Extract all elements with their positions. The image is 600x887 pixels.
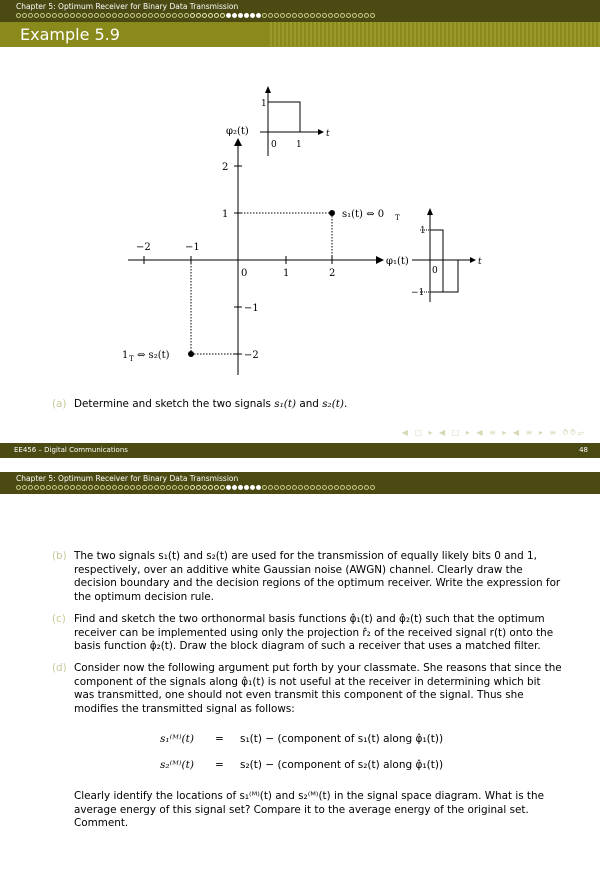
progress-dot[interactable] [268, 485, 273, 490]
s2-point [188, 351, 194, 357]
header-bar-2 [0, 472, 600, 494]
progress-dot[interactable] [184, 13, 189, 18]
title-bar [0, 22, 600, 47]
question-a-and: and [296, 398, 323, 410]
progress-dot[interactable] [298, 13, 303, 18]
progress-dot[interactable] [100, 13, 105, 18]
progress-dot[interactable] [214, 13, 219, 18]
s2-label-sub: T [129, 355, 134, 363]
tick-y-1: 1 [222, 209, 229, 220]
tick-y-minus1: −1 [244, 303, 259, 314]
svg-text:−1: −1 [411, 288, 425, 298]
progress-dot[interactable] [346, 13, 351, 18]
chapter-title-2: Chapter 5: Optimum Receiver for Binary Data Transmission [16, 474, 239, 483]
progress-dot[interactable] [130, 13, 135, 18]
progress-dot[interactable] [328, 13, 333, 18]
progress-dot[interactable] [208, 485, 213, 490]
progress-dot[interactable] [274, 13, 279, 18]
progress-dot[interactable] [172, 13, 177, 18]
question-d-final [52, 790, 562, 831]
progress-dot[interactable] [82, 485, 87, 490]
progress-dot[interactable] [178, 13, 183, 18]
progress-dot[interactable] [118, 13, 123, 18]
svg-text:1: 1 [420, 226, 426, 236]
progress-dot[interactable] [280, 485, 285, 490]
slide-gap [0, 458, 600, 472]
svg-text:t: t [326, 129, 330, 139]
question-b-label: (b) [52, 550, 67, 562]
progress-dot[interactable] [202, 13, 207, 18]
progress-dots-2 [16, 485, 375, 491]
progress-dot[interactable] [22, 13, 27, 18]
progress-dot[interactable] [112, 485, 117, 490]
progress-dot[interactable] [154, 485, 159, 490]
progress-dot[interactable] [124, 13, 129, 18]
question-b-text: The two signals s₁(t) and s₂(t) are used for the transmission of equally likely bits 0 and 1, respectively, over an additive white Gaussian noise (AWGN) channel. Clearly draw the decision boundary and the decision regions of the optimum receiver. Write the expression for the optimum decision rule. [74, 550, 561, 603]
inset-phi1-waveform [411, 208, 482, 302]
phi1-axis-label: φ₁(t) [386, 256, 409, 267]
progress-dot[interactable] [322, 13, 327, 18]
progress-dot[interactable] [256, 13, 261, 18]
svg-text:0: 0 [271, 140, 277, 150]
math-s1: s₁(t) [274, 398, 297, 410]
progress-dot[interactable] [208, 13, 213, 18]
tick-x-0: 0 [241, 268, 248, 279]
progress-dot[interactable] [160, 485, 165, 490]
progress-dot[interactable] [358, 13, 363, 18]
signal-space-diagram [100, 80, 520, 380]
progress-dot[interactable] [256, 485, 261, 490]
progress-dot[interactable] [298, 485, 303, 490]
progress-dot[interactable] [304, 485, 309, 490]
progress-dot[interactable] [46, 485, 51, 490]
progress-dot[interactable] [52, 485, 57, 490]
slide-2 [0, 472, 600, 887]
progress-dot[interactable] [346, 485, 351, 490]
question-a-period: . [343, 398, 348, 410]
footer-page: 48 [579, 446, 588, 454]
progress-dot[interactable] [58, 13, 63, 18]
progress-dot[interactable] [82, 13, 87, 18]
progress-dot[interactable] [334, 485, 339, 490]
progress-dot[interactable] [232, 13, 237, 18]
question-d-final-text: Clearly identify the locations of s₁⁽ᴹ⁾(t) and s₂⁽ᴹ⁾(t) in the signal space diagram. What is the average energy of this signal set? Compare it to the average energy of the original set. Comment. [74, 790, 544, 829]
phi2-arrowhead [234, 138, 242, 146]
progress-dot[interactable] [136, 485, 141, 490]
progress-dot[interactable] [352, 13, 357, 18]
progress-dot[interactable] [142, 13, 147, 18]
progress-dot[interactable] [238, 13, 243, 18]
progress-dot[interactable] [340, 13, 345, 18]
question-a-text: Determine and sketch the two signals [74, 398, 275, 410]
progress-dot[interactable] [154, 13, 159, 18]
progress-dot[interactable] [40, 485, 45, 490]
progress-dot[interactable] [34, 13, 39, 18]
s1-label-sub: T [395, 214, 400, 222]
progress-dot[interactable] [106, 13, 111, 18]
progress-dot[interactable] [52, 13, 57, 18]
tick-x-1: 1 [283, 268, 290, 279]
progress-dot[interactable] [316, 13, 321, 18]
progress-dot[interactable] [88, 485, 93, 490]
svg-text:t: t [478, 257, 482, 267]
progress-dot[interactable] [250, 13, 255, 18]
progress-dot[interactable] [28, 485, 33, 490]
progress-dot[interactable] [76, 13, 81, 18]
phi2-axis-label: φ₂(t) [226, 126, 249, 137]
progress-dot[interactable] [274, 485, 279, 490]
progress-dot[interactable] [88, 13, 93, 18]
question-d-label: (d) [52, 662, 67, 674]
progress-dot[interactable] [328, 485, 333, 490]
tick-y-2: 2 [222, 162, 229, 173]
progress-dot[interactable] [268, 13, 273, 18]
progress-dot[interactable] [178, 485, 183, 490]
progress-dot[interactable] [130, 485, 135, 490]
tick-x-2: 2 [329, 268, 336, 279]
progress-dot[interactable] [166, 485, 171, 490]
svg-text:1: 1 [296, 140, 302, 150]
progress-dot[interactable] [100, 485, 105, 490]
progress-dot[interactable] [76, 485, 81, 490]
progress-dot[interactable] [190, 485, 195, 490]
header-bar [0, 0, 600, 22]
progress-dot[interactable] [106, 485, 111, 490]
question-c-text: Find and sketch the two orthonormal basis functions φ̂₁(t) and φ̂₂(t) such that the optimum receiver can be implemented using only the projection r̂₂ of the received signal r(t) onto the basis function φ̂₂(t). Draw the block diagram of such a receiver that uses a matched filter. [74, 613, 554, 652]
footer-bar [0, 443, 600, 458]
progress-dot[interactable] [94, 13, 99, 18]
slide-title: Example 5.9 [20, 25, 120, 44]
progress-dot[interactable] [196, 13, 201, 18]
svg-text:0: 0 [432, 266, 438, 276]
question-c [52, 613, 562, 654]
progress-dot[interactable] [196, 485, 201, 490]
progress-dot[interactable] [340, 485, 345, 490]
eq1-rhs: s₁(t) − (component of s₁(t) along φ̂₁(t)) [240, 733, 444, 745]
progress-dot[interactable] [370, 485, 375, 490]
progress-dot[interactable] [334, 13, 339, 18]
progress-dot[interactable] [238, 485, 243, 490]
progress-dot[interactable] [316, 485, 321, 490]
question-a [52, 398, 562, 412]
eq1-lhs: s₁⁽ᴹ⁾(t) [160, 733, 194, 745]
progress-dot[interactable] [148, 485, 153, 490]
progress-dot[interactable] [322, 485, 327, 490]
eq2-equals: = [215, 759, 224, 771]
beamer-nav-symbols[interactable]: ◀ □ ▸ ◀ □ ▸ ◀ ≡ ▸ ◀ ≡ ▸ ≡ ⥀⥁⥂ [401, 428, 586, 437]
inset-phi2-waveform [260, 86, 330, 156]
svg-text:1: 1 [261, 99, 267, 109]
phi1-arrowhead [376, 256, 384, 264]
progress-dot[interactable] [364, 13, 369, 18]
question-d [52, 662, 562, 716]
progress-dot[interactable] [292, 13, 297, 18]
s2-label-one: 1 [122, 350, 129, 361]
progress-dot[interactable] [118, 485, 123, 490]
progress-dot[interactable] [250, 485, 255, 490]
progress-dot[interactable] [280, 13, 285, 18]
progress-dot[interactable] [40, 13, 45, 18]
progress-dot[interactable] [160, 13, 165, 18]
progress-dot[interactable] [34, 485, 39, 490]
progress-dot[interactable] [202, 485, 207, 490]
s1-point [329, 210, 335, 216]
tick-x-minus2: −2 [136, 242, 151, 253]
progress-dot[interactable] [172, 485, 177, 490]
tick-x-minus1: −1 [185, 242, 200, 253]
eq1-equals: = [215, 733, 224, 745]
progress-dot[interactable] [358, 485, 363, 490]
s1-label: s₁(t) ⇔ 0 [342, 209, 385, 220]
progress-dot[interactable] [46, 13, 51, 18]
progress-dot[interactable] [22, 485, 27, 490]
progress-dot[interactable] [370, 13, 375, 18]
progress-dot[interactable] [136, 13, 141, 18]
progress-dot[interactable] [310, 13, 315, 18]
footer-course: EE456 – Digital Communications [14, 446, 128, 454]
question-d-text: Consider now the following argument put forth by your classmate. She reasons that since the component of the signals along φ̂₁(t) is not useful at the receiver in determining which bit was transmitted, one should not even transmit this component of the signal. Thus she modifies the transmitted signal as follows: [74, 662, 562, 715]
progress-dot[interactable] [214, 485, 219, 490]
progress-dot[interactable] [64, 13, 69, 18]
progress-dot[interactable] [166, 13, 171, 18]
question-a-label: (a) [52, 398, 67, 410]
progress-dot[interactable] [16, 485, 21, 490]
progress-dot[interactable] [262, 485, 267, 490]
progress-dot[interactable] [304, 13, 309, 18]
progress-dot[interactable] [148, 13, 153, 18]
progress-dot[interactable] [364, 485, 369, 490]
progress-dot[interactable] [262, 13, 267, 18]
progress-dot[interactable] [64, 485, 69, 490]
chapter-title: Chapter 5: Optimum Receiver for Binary Data Transmission [16, 2, 239, 11]
progress-dot[interactable] [16, 13, 21, 18]
s2-label-rest: ⇔ s₂(t) [137, 350, 170, 361]
eq2-lhs: s₂⁽ᴹ⁾(t) [160, 759, 194, 771]
tick-y-minus2: −2 [244, 350, 259, 361]
progress-dot[interactable] [190, 13, 195, 18]
progress-dot[interactable] [352, 485, 357, 490]
progress-dot[interactable] [220, 13, 225, 18]
progress-dot[interactable] [244, 13, 249, 18]
progress-dot[interactable] [112, 13, 117, 18]
progress-dot[interactable] [286, 485, 291, 490]
progress-dot[interactable] [58, 485, 63, 490]
progress-dot[interactable] [244, 485, 249, 490]
question-b [52, 550, 562, 604]
progress-dot[interactable] [70, 485, 75, 490]
progress-dots [16, 13, 375, 19]
progress-dot[interactable] [184, 485, 189, 490]
eq2-rhs: s₂(t) − (component of s₂(t) along φ̂₁(t)) [240, 759, 444, 771]
progress-dot[interactable] [292, 485, 297, 490]
progress-dot[interactable] [232, 485, 237, 490]
progress-dot[interactable] [226, 485, 231, 490]
math-s2: s₂(t) [322, 398, 344, 410]
progress-dot[interactable] [310, 485, 315, 490]
progress-dot[interactable] [28, 13, 33, 18]
progress-dot[interactable] [220, 485, 225, 490]
question-c-label: (c) [52, 613, 66, 625]
progress-dot[interactable] [142, 485, 147, 490]
progress-dot[interactable] [124, 485, 129, 490]
progress-dot[interactable] [94, 485, 99, 490]
progress-dot[interactable] [286, 13, 291, 18]
progress-dot[interactable] [226, 13, 231, 18]
progress-dot[interactable] [70, 13, 75, 18]
